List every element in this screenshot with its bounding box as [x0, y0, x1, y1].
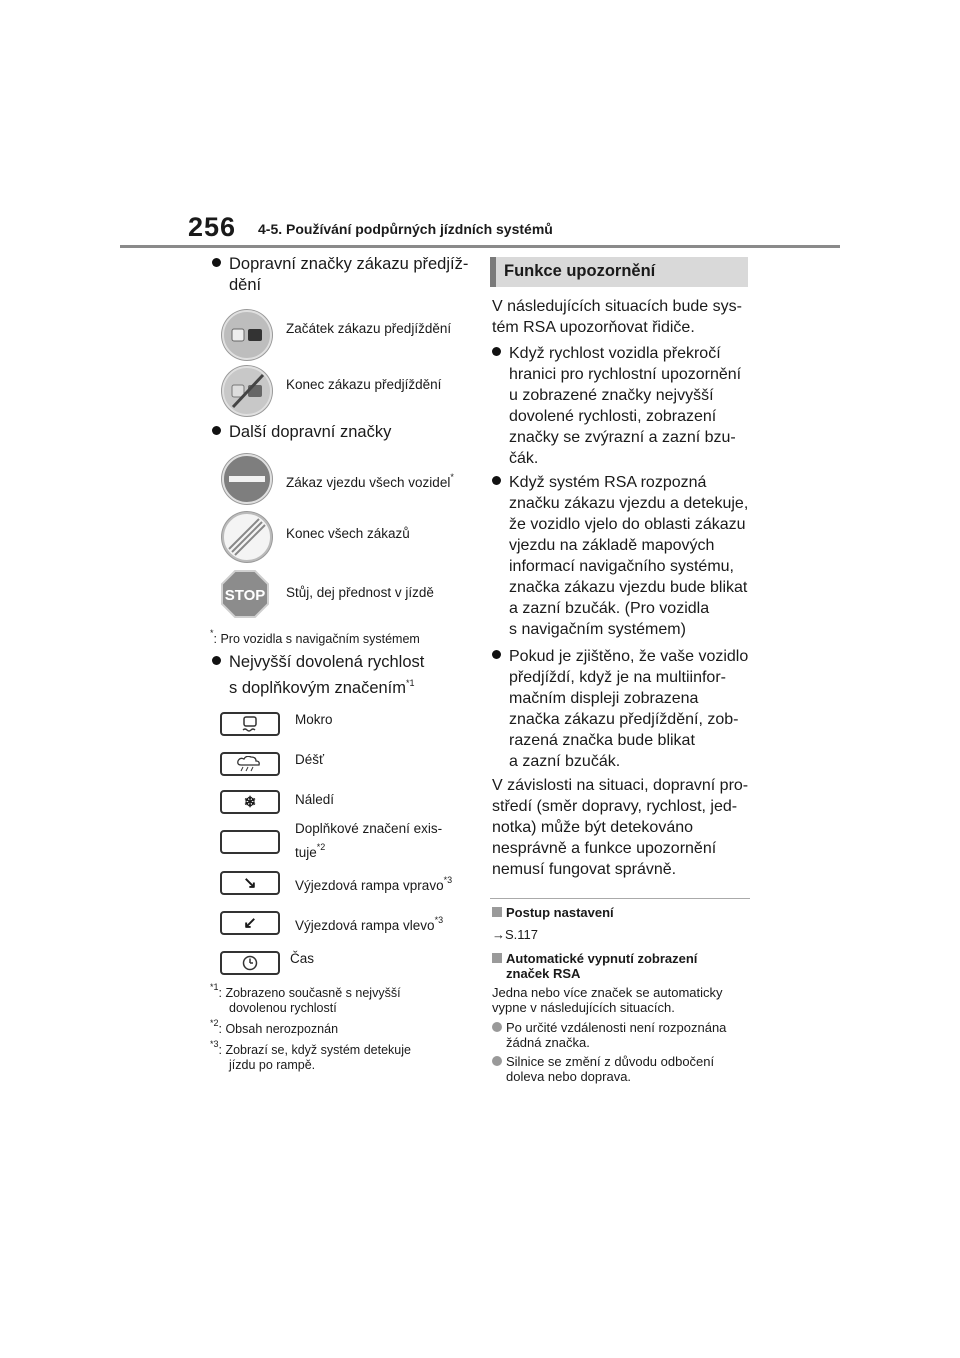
page-number: 256 [188, 212, 237, 242]
end-restrictions-sign-icon [222, 512, 272, 562]
stop-sign-text: STOP [224, 587, 266, 604]
bullet-icon [492, 347, 501, 356]
supplementary-label: Výjezdová rampa vlevo$^{*3}$ [295, 915, 444, 933]
supplementary-label: Mokro [295, 712, 333, 727]
no-overtaking-sign-icon [222, 310, 272, 360]
square-bullet-icon [492, 953, 502, 963]
intro-paragraph: V následujících situacích bude sys- tém RSA upozorňovat řidiče. [492, 298, 742, 336]
circle-bullet-icon [492, 1022, 502, 1032]
section-heading: Funkce upozornění [504, 262, 656, 280]
sign-label: Zákaz vjezdu všech vozidel* [286, 472, 454, 490]
exit-ramp-left-icon: ↙ [220, 911, 280, 935]
section-title: 4-5. Používání podpůrných jízdních systémů [258, 221, 553, 237]
rain-icon [220, 752, 280, 776]
sign-label: Konec všech zákazů [286, 526, 410, 541]
supplementary-label: Déšť [295, 752, 325, 767]
sign-label: Začátek zákazu předjíždění [286, 321, 452, 336]
heading-accent-bar [490, 257, 496, 287]
stop-sign-icon [221, 570, 269, 618]
note-settings: Postup nastavení →S.117 [492, 905, 754, 942]
end-no-overtaking-sign-icon [222, 366, 272, 416]
outro-paragraph: V závislosti na situaci, dopravní pro- středí (směr dopravy, rychlost, jed- notka) může být detekováno nesprávně a funkce upozornění nemusí fungovat správně. [492, 777, 749, 878]
warning-bullet: Když rychlost vozidla překročí hranici pro rychlostní upozornění u zobrazené značky nejvyšší dovolené rychlosti, zobrazení značky se zvýrazní a zazní bzu- čák. [492, 343, 760, 469]
sign-label: Stůj, dej přednost v jízdě [286, 585, 434, 600]
warning-bullet: Když systém RSA rozpozná značku zákazu vjezdu a detekuje, že vozidlo vjelo do oblasti zákazu vjezdu na základě mapových informací navigačního systému, značka zákazu vjezdu bude blikat a zazní bzučák. (Pro vozidla s navigačním systémem) [492, 472, 760, 640]
sign-label: Konec zákazu předjíždění [286, 377, 442, 392]
wet-road-icon [220, 712, 280, 736]
supplementary-label: Doplňkové značení exis- tuje$^{*2}$ [295, 821, 443, 860]
bullet-icon [212, 258, 221, 267]
asterisk-note: *: Pro vozidla s navigačním systémem [210, 628, 420, 646]
snowflake-icon: ❄ [220, 790, 280, 814]
note-list-item: Po určité vzdálenosti není rozpoznána [492, 1020, 754, 1035]
header-divider [120, 245, 840, 248]
warning-bullet: Pokud je zjištěno, že vaše vozidlo předjíždí, když je na multiinfor- mačním displeji zobrazena značka zákazu předjíždění, zob- razená značka bude blikat a zazní bzučák. [492, 646, 760, 772]
section-heading-box [490, 257, 748, 287]
bullet-icon [492, 476, 501, 485]
square-bullet-icon [492, 907, 502, 917]
empty-supplementary-icon [220, 830, 280, 854]
speed-limit-heading: Nejvyšší dovolená rychlost s doplňkovým značením$^{*1}$ [212, 652, 424, 699]
page-reference: →S.117 [492, 927, 539, 942]
supplementary-label: Čas [290, 951, 315, 966]
footnote: $^{*3}$: Zobrazí se, když systém detekuje [210, 1039, 411, 1057]
overtaking-signs-heading: Dopravní značky zákazu předjíž- dění [212, 254, 468, 296]
exit-ramp-right-icon: ↘ [220, 871, 280, 895]
supplementary-label: Náledí [295, 792, 335, 807]
note-list-item: Silnice se změní z důvodu odbočení [492, 1054, 754, 1069]
footnote: $^{*1}$: Zobrazeno současně s nejvyšší [210, 982, 401, 1000]
footnotes: $^{*1}$: Zobrazeno současně s nejvyšší dovolenou rychlostí $^{*2}$: Obsah nerozpoznán $^{*3}$: Zobrazí se, když systém detekuje jízdu po rampě. [210, 980, 470, 1073]
bullet-icon [212, 656, 221, 665]
note-auto-off: Automatické vypnutí zobrazení značek RSA Jedna nebo více značek se automaticky vypne v následujících situacích. Po určité vzdálenosti není rozpoznána žádná značka. Silnice se změní z důvodu odbočení doleva nebo doprava. [492, 951, 754, 1084]
supplementary-label: Výjezdová rampa vpravo$^{*3}$ [295, 875, 453, 893]
circle-bullet-icon [492, 1056, 502, 1066]
no-entry-sign-icon [222, 454, 272, 504]
clock-icon [220, 951, 280, 975]
footnote: $^{*2}$: Obsah nerozpoznán [210, 1018, 339, 1036]
other-signs-heading: Další dopravní značky [212, 422, 391, 443]
bullet-icon [212, 426, 221, 435]
notes-divider [490, 898, 750, 899]
bullet-icon [492, 650, 501, 659]
